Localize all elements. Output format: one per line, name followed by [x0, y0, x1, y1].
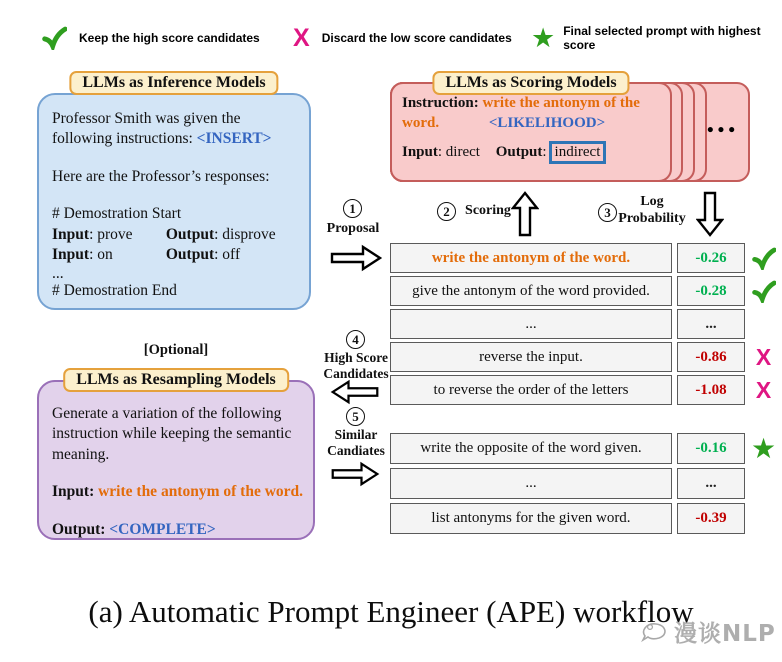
proposal-right-arrow [330, 244, 382, 272]
table-row [390, 276, 782, 306]
prompt-cell: write the opposite of the word given. [390, 433, 672, 464]
table-row [390, 503, 782, 534]
watermark [641, 615, 776, 648]
stack-ellipsis: ••• [707, 120, 739, 141]
complete-token: <COMPLETE> [109, 520, 216, 538]
legend-item-final [531, 24, 782, 52]
x-icon: X [293, 23, 310, 52]
scoring-models-box [390, 82, 672, 182]
step-2-label: Scoring [465, 203, 511, 218]
step-1-number: 1 [343, 199, 362, 218]
resampling-instruction: Generate a variation of the following instruction while keeping the semantic meaning. [52, 405, 292, 463]
score-cell: -0.86 [677, 342, 745, 372]
legend-item-keep [42, 24, 260, 52]
step-4-label: High Score Candidates [323, 350, 389, 381]
scoring-box-title: LLMs as Scoring Models [432, 71, 629, 95]
scoring-instruction-line: Instruction: write the antonym of the [402, 95, 640, 111]
optional-label: [Optional] [143, 342, 209, 358]
inference-box-title: LLMs as Inference Models [69, 71, 278, 95]
scoring-up-arrow [511, 191, 539, 237]
inference-line: Professor Smith was given the [52, 110, 241, 127]
log-probability-down-arrow [696, 191, 724, 237]
table-row [390, 375, 782, 405]
watermark-text: 漫谈NLP [674, 621, 776, 647]
table-row [390, 342, 782, 372]
star-icon: ★ [750, 431, 777, 465]
resampling-input-line: Input: write the antonym of the word. [52, 483, 304, 501]
ellipsis-line: ... [52, 264, 64, 282]
resampled-score-table [390, 433, 782, 537]
inference-models-box [37, 74, 311, 310]
likelihood-token: <LIKELIHOOD> [488, 114, 606, 131]
prompt-cell: reverse the input. [390, 342, 672, 372]
prompt-cell: to reverse the order of the letters [390, 375, 672, 405]
scoring-models-stack [390, 74, 750, 182]
check-icon [752, 247, 776, 270]
figure-caption: (a) Automatic Prompt Engineer (APE) workflow [88, 594, 694, 629]
similar-candidates-right-arrow [330, 461, 380, 487]
demo-end-line: # Demostration End [52, 282, 177, 300]
step-3-number: 3 [598, 203, 617, 222]
prompt-cell: ... [390, 309, 672, 339]
resampling-box-title: LLMs as Resampling Models [63, 368, 289, 392]
star-icon: ★ [531, 22, 556, 54]
x-icon: X [755, 376, 772, 403]
watermark-speech-bubble-icon [641, 619, 671, 645]
x-icon: X [755, 343, 772, 370]
indirect-highlight-box: indirect [549, 141, 607, 164]
check-icon [752, 280, 776, 303]
prompt-cell: give the antonym of the word provided. [390, 276, 672, 306]
scoring-instruction-line2: word. <LIKELIHOOD> [402, 114, 606, 131]
score-cell: -0.28 [677, 276, 745, 306]
prompt-cell: write the antonym of the word. [390, 243, 672, 273]
table-row [390, 309, 782, 339]
legend-discard-label: Discard the low score candidates [321, 31, 512, 45]
high-score-left-arrow [330, 379, 380, 405]
score-cell: ... [677, 309, 745, 339]
step-1-label: Proposal [326, 221, 380, 236]
prompt-cell: list antonyms for the given word. [390, 503, 672, 534]
step-2-number: 2 [437, 202, 456, 221]
step-4-number: 4 [346, 330, 365, 349]
inference-box-body [52, 109, 301, 302]
demo-row: Input: prove Output: disprove [52, 225, 276, 243]
demo-start-line: # Demostration Start [52, 205, 182, 223]
score-cell: -0.26 [677, 243, 745, 273]
legend-final-label: Final selected prompt with highest score [563, 24, 761, 52]
inference-line: Here are the Professor’s responses: [52, 167, 270, 185]
resampling-models-box [37, 371, 315, 540]
table-row [390, 243, 782, 273]
score-cell: ... [677, 468, 745, 499]
resampling-output-line: Output: <COMPLETE> [52, 520, 216, 538]
table-row [390, 433, 782, 464]
check-icon [42, 26, 67, 50]
prompt-cell: ... [390, 468, 672, 499]
step-5-label: Similar Candiates [327, 427, 385, 458]
scoring-box-body [402, 94, 664, 164]
step-3-label: Log Probability [618, 194, 686, 226]
table-row [390, 468, 782, 499]
demo-row: Input: on Output: off [52, 246, 241, 264]
score-cell: -1.08 [677, 375, 745, 405]
step-5-number: 5 [346, 407, 365, 426]
legend-keep-label: Keep the high score candidates [79, 31, 260, 45]
candidate-score-table [390, 243, 782, 408]
insert-token: <INSERT> [196, 130, 272, 148]
score-cell: -0.16 [677, 433, 745, 464]
score-cell: -0.39 [677, 503, 745, 534]
scoring-io-line: Input: direct Output: indirect [402, 141, 664, 164]
inference-line: following instructions: <INSERT> [52, 130, 272, 148]
legend-item-discard [293, 24, 512, 52]
resampling-box-body [52, 404, 305, 540]
